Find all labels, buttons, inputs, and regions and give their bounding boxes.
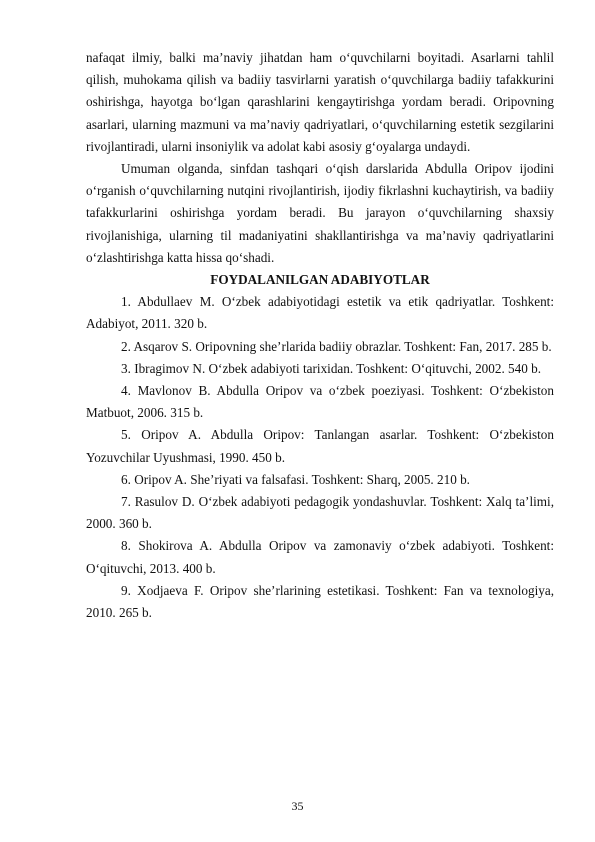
reference-item: 8. Shokirova A. Abdulla Oripov va zamonaviy oʻzbek adabiyoti. Toshkent: Oʻqituvchi, 2013. 400 b.: [86, 538, 554, 576]
reference-item: 1. Abdullaev M. Oʻzbek adabiyotidagi estetik va etik qadriyatlar. Toshkent: Adabiyot, 2011. 320 b.: [86, 294, 554, 332]
references-heading: FOYDALANILGAN ADABIYOTLAR: [210, 272, 430, 288]
body-paragraph-2: Umuman olganda, sinfdan tashqari oʻqish darslarida Abdulla Oripov ijodini oʻrganish oʻquvchilarning nutqini rivojlantirish, ijodiy fikrlashni kuchaytirish, va badiiy tafakkurlarini oshirishga yordam beradi. Bu jarayon oʻquvchilarning shaxsiy rivojlanishiga, ularning til madaniyatini shakllantirishga va maʼnaviy qadriyatlarini oʻzlashtirishga katta hissa qoʻshadi.: [86, 161, 554, 265]
body-paragraph-1: nafaqat ilmiy, balki maʼnaviy jihatdan ham oʻquvchilarni boyitadi. Asarlarni tahlil qilish, muhokama qilish va badiiy tasvirlarni yaratish oʻquvchilarga badiiy tafakkurini oshirishga, hayotga boʻlgan qarashlarini kengaytirishga yordam beradi. Oripovning asarlari, ularning mazmuni va maʼnaviy qadriyatlari, oʻquvchilarning estetik sezgilarini rivojlantiradi, ularni insoniylik va adolat kabi asosiy gʻoyalarga undaydi.: [86, 50, 554, 154]
reference-item: 4. Mavlonov B. Abdulla Oripov va oʻzbek poeziyasi. Toshkent: Oʻzbekiston Matbuot, 2006. 315 b.: [86, 383, 554, 421]
reference-item: 2. Asqarov S. Oripovning sheʼrlarida badiiy obrazlar. Toshkent: Fan, 2017. 285 b.: [121, 338, 552, 354]
reference-item: 7. Rasulov D. Oʻzbek adabiyoti pedagogik yondashuvlar. Toshkent: Xalq taʼlimi, 2000. 360 b.: [86, 494, 554, 532]
reference-item: 9. Xodjaeva F. Oripov sheʼrlarining estetikasi. Toshkent: Fan va texnologiya, 2010. 265 b.: [86, 582, 554, 621]
reference-item: 6. Oripov A. Sheʼriyati va falsafasi. Toshkent: Sharq, 2005. 210 b.: [121, 471, 470, 487]
reference-item: 5. Oripov A. Abdulla Oripov: Tanlangan asarlar. Toshkent: Oʻzbekiston Yozuvchilar Uyushmasi, 1990. 450 b.: [86, 427, 554, 465]
reference-list: [86, 291, 554, 624]
document-page: [86, 47, 554, 624]
page-number: 35: [291, 799, 304, 813]
reference-item: 3. Ibragimov N. Oʻzbek adabiyoti tarixidan. Toshkent: Oʻqituvchi, 2002. 540 b.: [121, 360, 542, 376]
